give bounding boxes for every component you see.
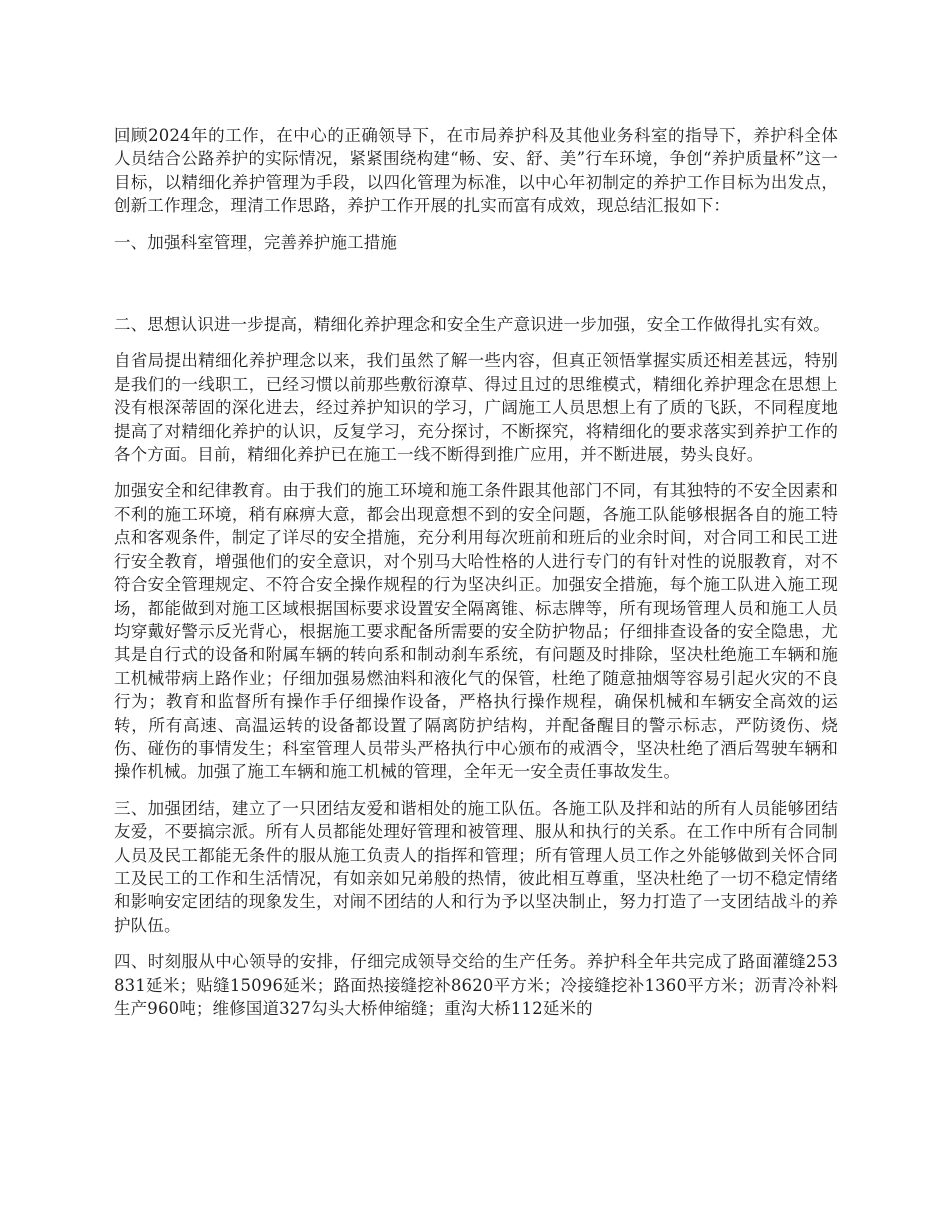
- document-body: [114, 124, 838, 1033]
- section-3-paragraph: 三、加强团结，建立了一只团结友爱和谐相处的施工队伍。各施工队及拌和站的所有人员能够团结友爱，不要搞宗派。所有人员都能处理好管理和被管理、服从和执行的关系。在工作中所有合同制人员及民工都能无条件的服从施工负责人的指挥和管理；所有管理人员工作之外能够做到关怀合同工及民工的工作和生活情况，有如亲如兄弟般的热情，彼此相互尊重，坚决杜绝了一切不稳定情绪和影响安定团结的现象发生，对闹不团结的人和行为予以坚决制止，努力打造了一支团结战斗的养护队伍。: [114, 798, 838, 935]
- section-2-heading: 二、思想认识进一步提高，精细化养护理念和安全生产意识进一步加强，安全工作做得扎实有效。: [114, 315, 830, 335]
- safety-paragraph: 加强安全和纪律教育。由于我们的施工环境和施工条件跟其他部门不同，有其独特的不安全因素和不利的施工环境，稍有麻痹大意，都会出现意想不到的安全问题，各施工队能够根据各自的施工特点和客观条件，制定了详尽的安全措施，充分利用每次班前和班后的业余时间，对合同工和民工进行安全教育，增强他们的安全意识，对个别马大哈性格的人进行专门的有针对性的说服教育，对不符合安全管理规定、不符合安全操作规程的行为坚决纠正。加强安全措施，每个施工队进入施工现场，都能做到对施工区域根据国标要求设置安全隔离锥、标志牌等，所有现场管理人员和施工人员均穿戴好警示反光背心，根据施工要求配备所需要的安全防护物品；仔细排查设备的安全隐患，尤其是自行式的设备和附属车辆的转向系和制动刹车系统，有问题及时排除，坚决杜绝施工车辆和施工机械带病上路作业；仔细加强易燃油料和液化气的保管，杜绝了随意抽烟等容易引起火灾的不良行为；教育和监督所有操作手仔细操作设备，严格执行操作规程，确保机械和车辆安全高效的运转，所有高速、高温运转的设备都设置了隔离防护结构，并配备醒目的警示标志，严防烫伤、烧伤、碰伤的事情发生；科室管理人员带头严格执行中心颁布的戒酒令，坚决杜绝了酒后驾驶车辆和操作机械。加强了施工车辆和施工机械的管理，全年无一安全责任事故发生。: [114, 481, 838, 782]
- section-spacer: [114, 267, 838, 313]
- section-1-heading: 一、加强科室管理，完善养护施工措施: [114, 232, 398, 252]
- intro-paragraph: 回顾2024年的工作，在中心的正确领导下，在市局养护科及其他业务科室的指导下，养护科全体人员结合公路养护的实际情况，紧紧围绕构建“畅、安、舒、美”行车环境，争创“养护质量杯”这一目标，以精细化养护管理为手段，以四化管理为标准，以中心年初制定的养护工作目标为出发点，创新工作理念，理清工作思路，养护工作开展的扎实而富有成效，现总结汇报如下：: [114, 126, 838, 216]
- refinement-paragraph: 自省局提出精细化养护理念以来，我们虽然了解一些内容，但真正领悟掌握实质还相差甚远，特别是我们的一线职工，已经习惯以前那些敷衍潦草、得过且过的思维模式，精细化养护理念在思想上没有根深蒂固的深化进去，经过养护知识的学习，广阔施工人员思想上有了质的飞跃，不同程度地提高了对精细化养护的认识，反复学习，充分探讨，不断探究，将精细化的要求落实到养护工作的各个方面。目前，精细化养护已在施工一线不断得到推广应用，并不断进展，势头良好。: [114, 351, 838, 465]
- section-4-paragraph: 四、时刻服从中心领导的安排，仔细完成领导交给的生产任务。养护科全年共完成了路面灌缝253831延米；贴缝15096延米；路面热接缝挖补8620平方米；冷接缝挖补1360平方米；沥青冷补料生产960吨；维修国道327勾头大桥伸缩缝；重沟大桥112延米的: [114, 952, 838, 1018]
